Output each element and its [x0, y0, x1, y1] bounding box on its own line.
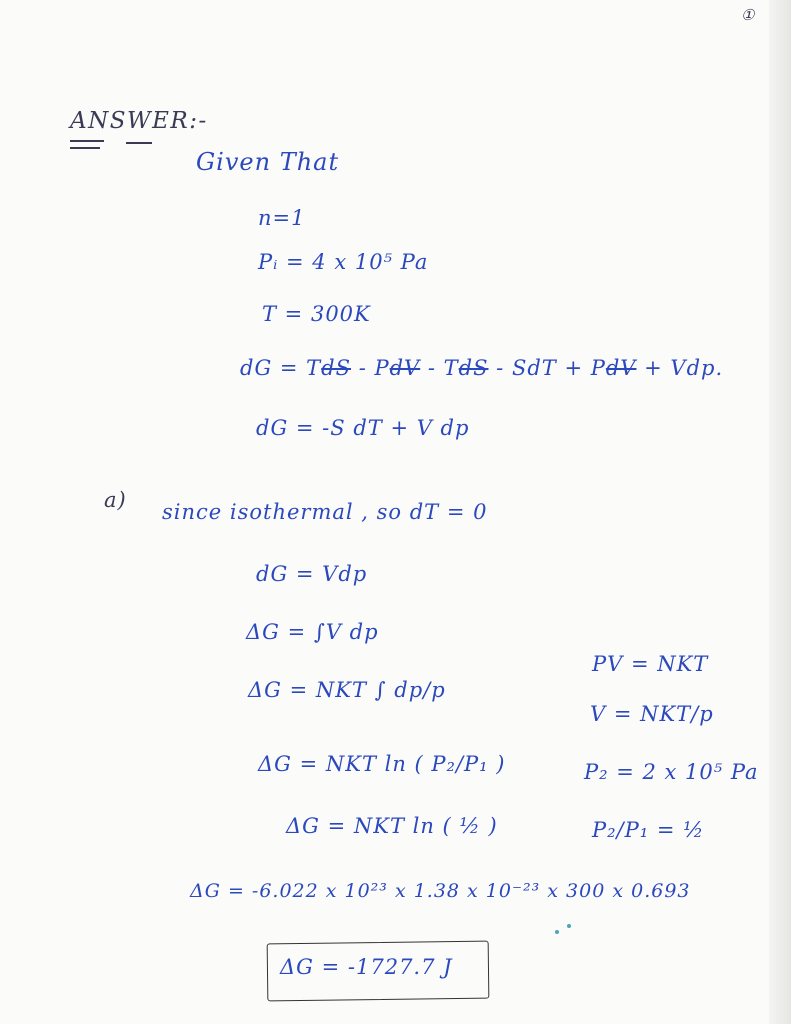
- eq-ln-ratio: ΔG = NKT ln ( P₂/P₁ ): [258, 752, 506, 776]
- dg-end: + Vdp.: [636, 356, 724, 380]
- page-number: ①: [741, 6, 756, 24]
- part-a-label: a): [104, 488, 127, 512]
- side-ratio: P₂/P₁ = ½: [592, 818, 705, 842]
- ink-dot: [555, 930, 559, 934]
- isothermal-line: since isothermal , so dT = 0: [162, 500, 488, 524]
- dg-mid1: - P: [351, 356, 390, 380]
- dg-mid2: - T: [420, 356, 459, 380]
- underline-1: [70, 140, 104, 142]
- given-t: T = 300K: [262, 302, 371, 326]
- underline-2: [70, 147, 100, 149]
- eq-integral: ΔG = ∫V dp: [246, 620, 379, 644]
- given-heading: Given That: [196, 148, 340, 176]
- given-pi: Pᵢ = 4 x 10⁵ Pa: [258, 250, 429, 274]
- dg-ds2: dS: [458, 356, 489, 380]
- eq-dg-vdp: dG = Vdp: [256, 562, 368, 586]
- side-p2: P₂ = 2 x 10⁵ Pa: [584, 760, 759, 784]
- eq-ln-half: ΔG = NKT ln ( ½ ): [286, 814, 498, 838]
- dg-dv2: dV: [605, 356, 637, 380]
- eq-nkt-integral: ΔG = NKT ∫ dp/p: [248, 678, 446, 702]
- answer-heading: ANSWER:-: [70, 108, 208, 134]
- scan-edge: [769, 0, 791, 1024]
- dg-mid3: - SdT + P: [488, 356, 606, 380]
- final-result: ΔG = -1727.7 J: [280, 955, 453, 979]
- ink-dot: [567, 924, 571, 928]
- side-ideal-gas: PV = NKT: [592, 652, 709, 676]
- dg-ds1: dS: [321, 356, 352, 380]
- given-n: n=1: [258, 206, 306, 230]
- dg-dv1: dV: [389, 356, 421, 380]
- underline-3: [126, 142, 152, 144]
- dg-left: dG = T: [240, 356, 322, 380]
- numeric-calculation: ΔG = -6.022 x 10²³ x 1.38 x 10⁻²³ x 300 x 0.693: [190, 880, 691, 902]
- dg-simplified: dG = -S dT + V dp: [256, 416, 470, 440]
- dg-expansion: [240, 356, 723, 380]
- side-volume: V = NKT/p: [590, 702, 714, 726]
